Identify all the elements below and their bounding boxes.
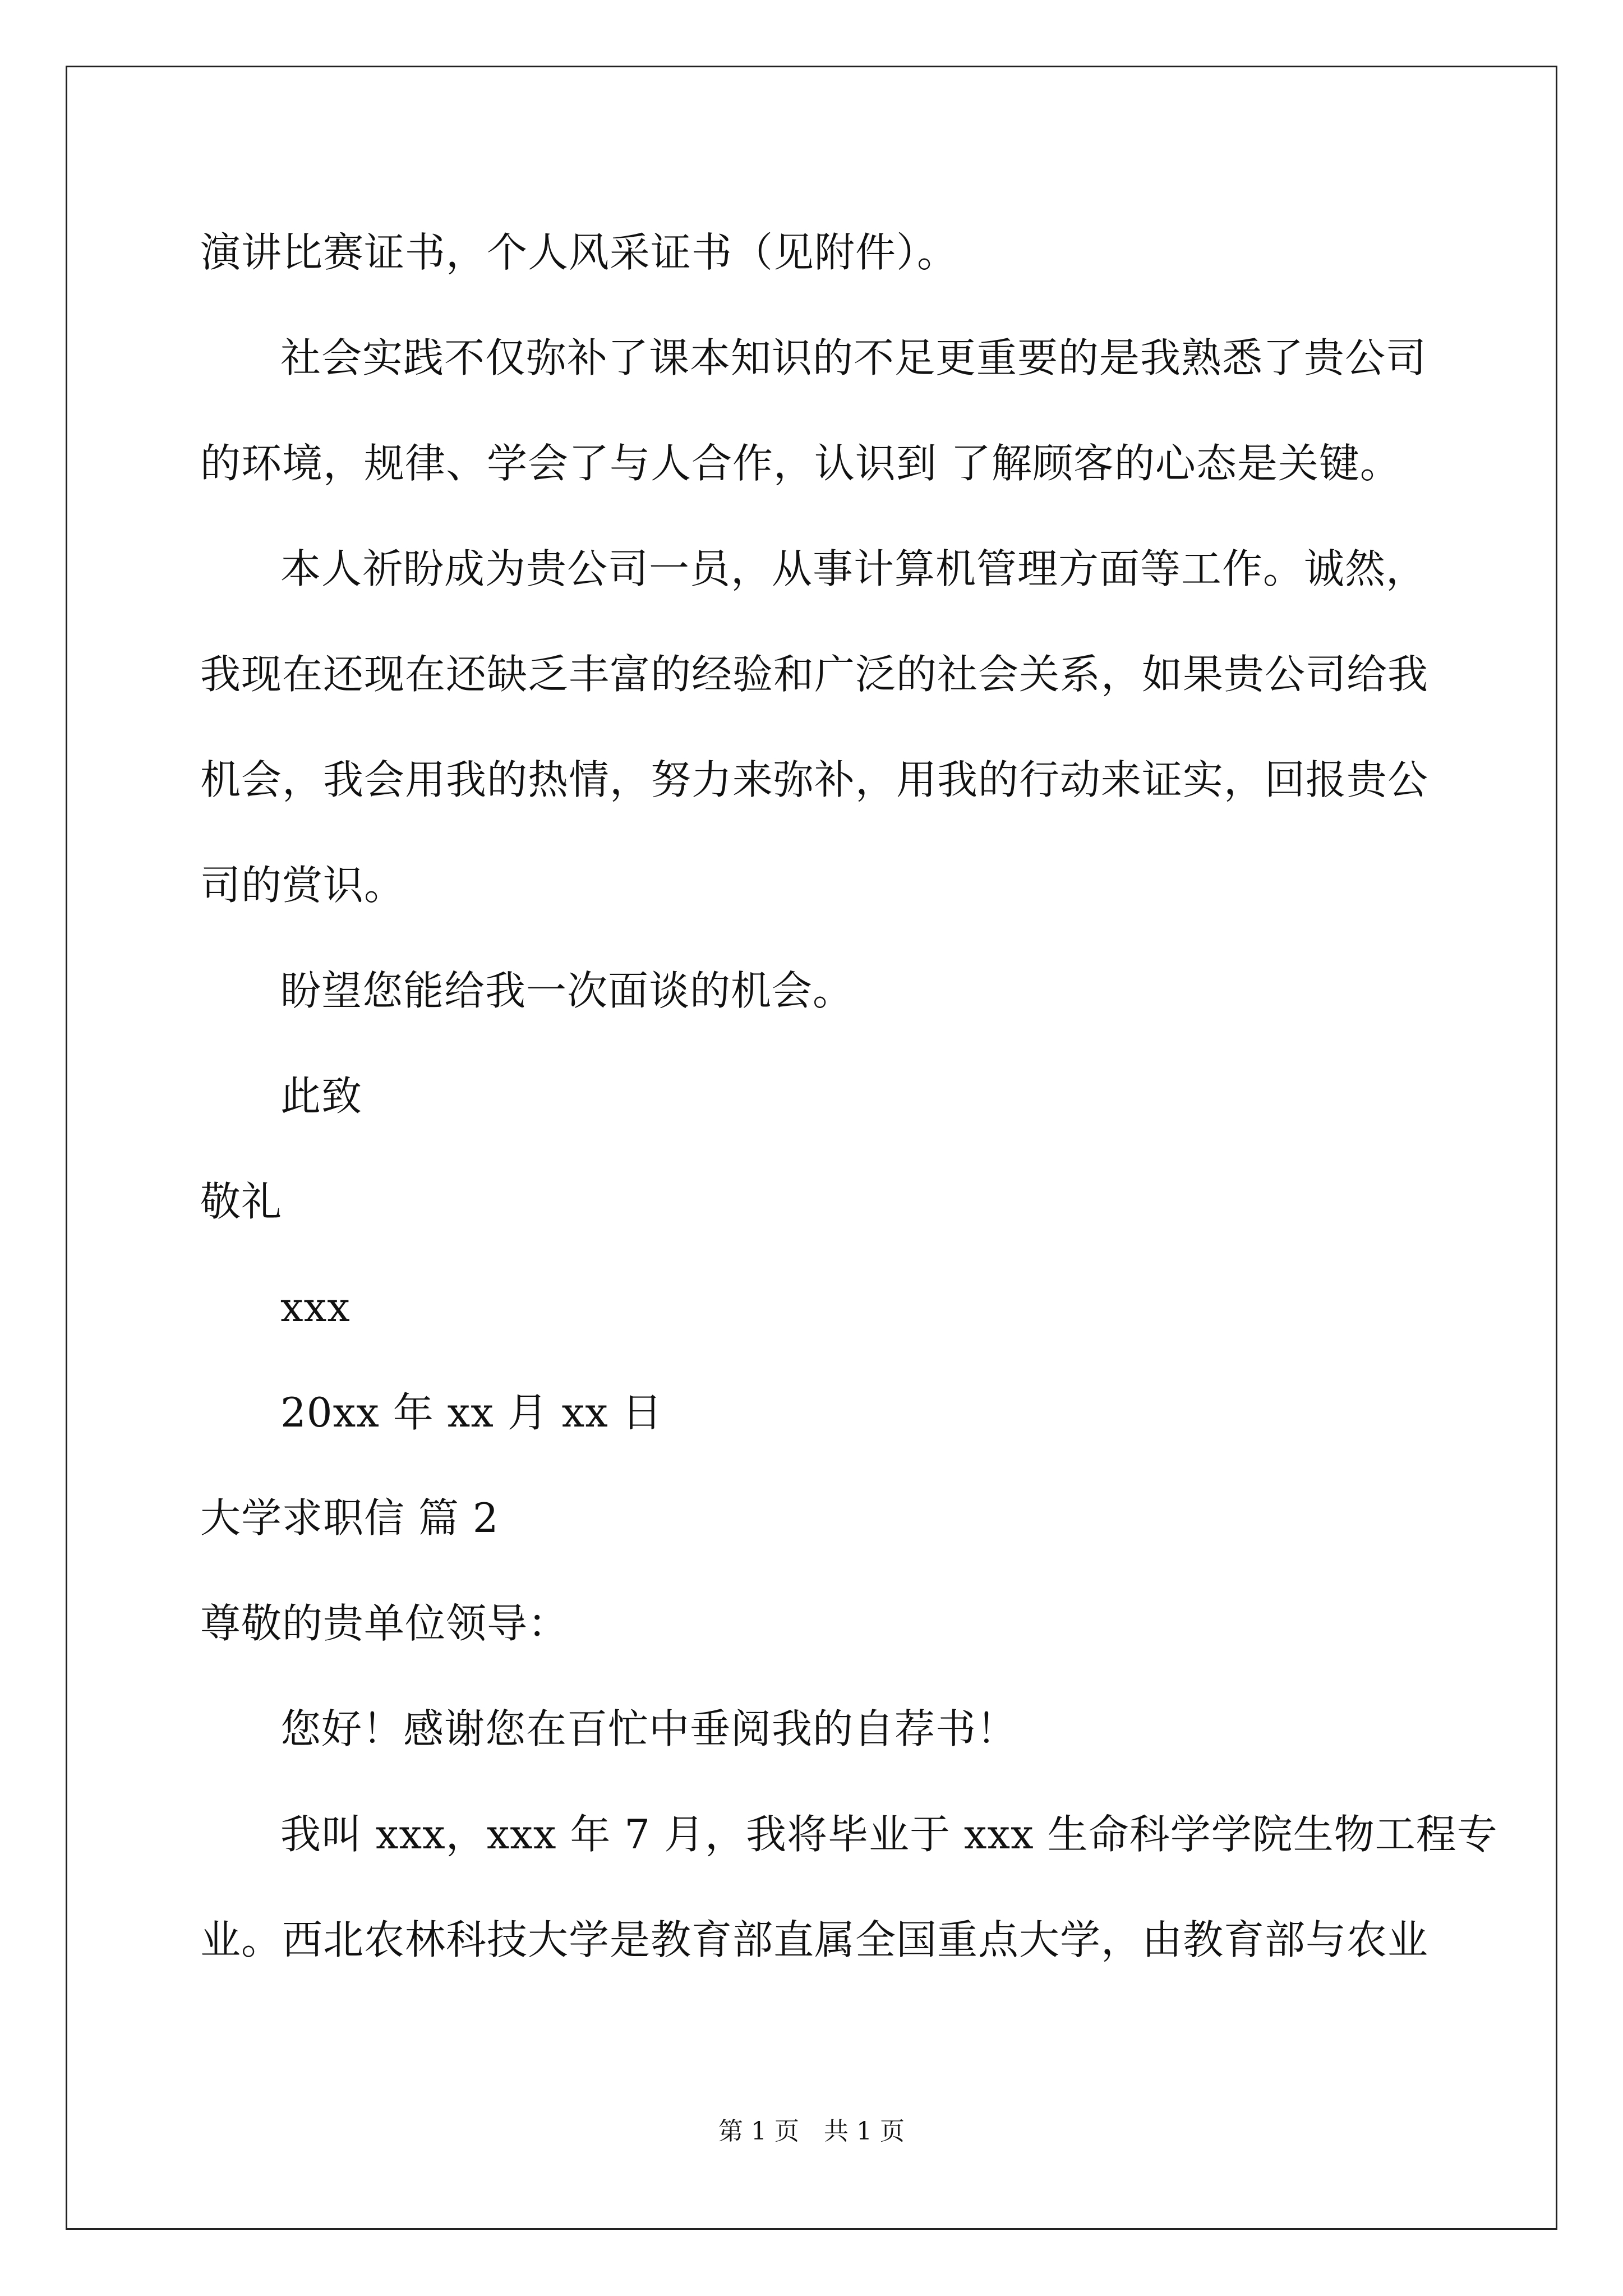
greeting-line: 尊敬的贵单位领导： [200, 1600, 569, 1647]
section-heading: 大学求职信 篇 2 [200, 1494, 499, 1542]
text-line-6: 机会，我会用我的热情，努力来弥补，用我的行动来证实，回报贵公 [200, 756, 1429, 803]
text-line-7: 司的赏识。 [200, 862, 405, 909]
signature-date: 20xx 年 xx 月 xx 日 [280, 1389, 663, 1436]
text-line-8: 盼望您能给我一次面谈的机会。 [280, 967, 854, 1014]
text-line-2: 社会实践不仅弥补了课本知识的不足更重要的是我熟悉了贵公司 [280, 334, 1427, 381]
signature-name: xxx [280, 1283, 351, 1331]
closing-regards: 敬礼 [200, 1178, 283, 1225]
text-line-4: 本人祈盼成为贵公司一员，从事计算机管理方面等工作。诚然， [280, 545, 1427, 592]
closing-salutation: 此致 [280, 1073, 363, 1120]
page-border [66, 66, 1557, 2230]
page-footer: 第 1 页 共 1 页 [718, 2117, 905, 2146]
text-line-16: 我叫 xxx，xxx 年 7 月，我将毕业于 xxx 生命科学学院生物工程专 [280, 1811, 1498, 1858]
text-line-5: 我现在还现在还缺乏丰富的经验和广泛的社会关系，如果贵公司给我 [200, 651, 1429, 698]
text-line-3: 的环境，规律、学会了与人合作，认识到 了解顾客的心态是关键。 [200, 440, 1401, 487]
text-line-15: 您好！感谢您在百忙中垂阅我的自荐书！ [280, 1705, 1018, 1752]
text-line-17: 业。西北农林科技大学是教育部直属全国重点大学，由教育部与农业 [200, 1916, 1429, 1963]
text-line-1: 演讲比赛证书，个人风采证书（见附件）。 [200, 229, 958, 276]
